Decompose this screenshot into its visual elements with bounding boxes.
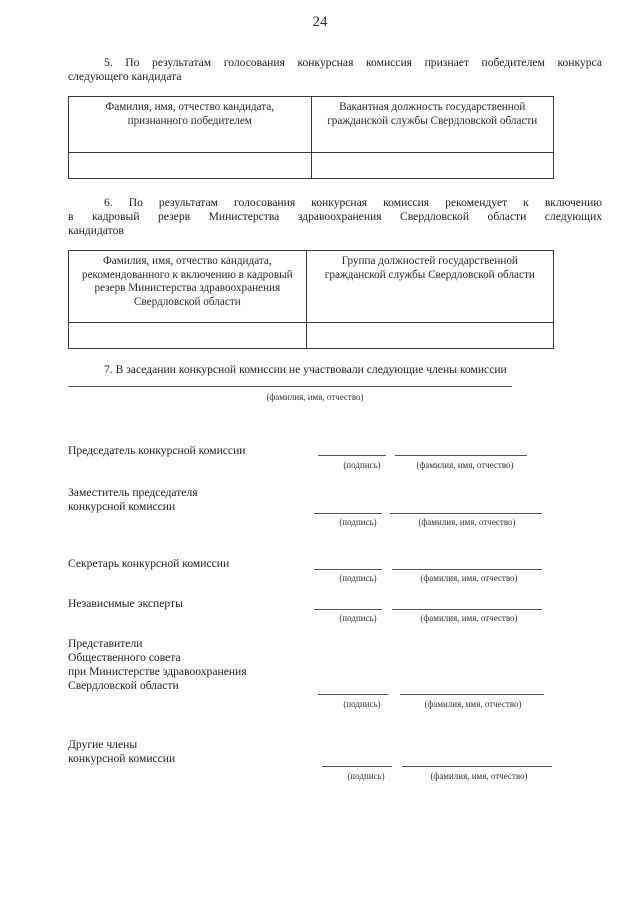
- section-5-text: 5. По результатам голосования конкурсная комиссия признает победителем конкурса: [104, 56, 602, 69]
- chairman-name-line[interactable]: [395, 455, 527, 456]
- council-signature-line[interactable]: [318, 694, 388, 695]
- section-7-text: 7. В заседании конкурсной комиссии не участвовали следующие члены комиссии: [104, 363, 507, 376]
- deputy-signature-caption: (подпись): [339, 517, 377, 527]
- deputy-signature-line[interactable]: [314, 513, 382, 514]
- chairman-signature-line[interactable]: [318, 455, 386, 456]
- reserve-table-cell-name[interactable]: [69, 323, 307, 349]
- reserve-table-cell-group[interactable]: [306, 323, 553, 349]
- secretary-signature-line[interactable]: [314, 569, 382, 570]
- secretary-name-caption: (фамилия, имя, отчество): [420, 573, 518, 583]
- section-5-text-cont: следующего кандидата: [68, 70, 182, 83]
- council-signature-caption: (подпись): [343, 699, 381, 709]
- reserve-table-header-group: Группа должностей государственной гражданской службы Свердловской области: [306, 251, 553, 323]
- other-name-caption: (фамилия, имя, отчество): [430, 771, 528, 781]
- winner-table-cell-position[interactable]: [311, 153, 554, 179]
- experts-name-caption: (фамилия, имя, отчество): [420, 613, 518, 623]
- section-6-text-line2: в кадровый резерв Министерства здравоохранения Свердловской области следующих: [68, 210, 602, 223]
- role-secretary: Секретарь конкурсной комиссии: [68, 557, 230, 570]
- secretary-signature-caption: (подпись): [339, 573, 377, 583]
- experts-name-line[interactable]: [392, 609, 542, 610]
- role-chairman: Председатель конкурсной комиссии: [68, 444, 246, 457]
- role-public-council-representatives: Представители Общественного совета при Министерстве здравоохранения Свердловской области: [68, 637, 247, 692]
- deputy-name-caption: (фамилия, имя, отчество): [418, 517, 516, 527]
- chairman-name-caption: (фамилия, имя, отчество): [416, 460, 514, 470]
- experts-signature-line[interactable]: [314, 609, 382, 610]
- council-name-line[interactable]: [400, 694, 544, 695]
- chairman-signature-caption: (подпись): [343, 460, 381, 470]
- other-signature-caption: (подпись): [347, 771, 385, 781]
- winner-table-cell-name[interactable]: [69, 153, 312, 179]
- deputy-name-line[interactable]: [390, 513, 542, 514]
- council-name-caption: (фамилия, имя, отчество): [424, 699, 522, 709]
- winner-table-header-position: Вакантная должность государственной гражданской службы Свердловской области: [311, 97, 554, 153]
- role-deputy-chairman: Заместитель председателя конкурсной комиссии: [68, 486, 198, 513]
- section-6-text-cont: кандидатов: [68, 224, 124, 237]
- absent-members-caption: (фамилия, имя, отчество): [266, 392, 364, 402]
- experts-signature-caption: (подпись): [339, 613, 377, 623]
- section-6-text: 6. По результатам голосования конкурсная комиссия рекомендует к включению: [104, 196, 602, 209]
- winner-table: [68, 96, 554, 179]
- page-number: 24: [312, 14, 328, 30]
- role-other-members: Другие члены конкурсной комиссии: [68, 738, 176, 765]
- winner-table-header-name: Фамилия, имя, отчество кандидата, признанного победителем: [69, 97, 312, 153]
- secretary-name-line[interactable]: [392, 569, 542, 570]
- other-name-line[interactable]: [402, 766, 552, 767]
- absent-members-line[interactable]: [68, 386, 512, 387]
- role-independent-experts: Независимые эксперты: [68, 597, 183, 610]
- reserve-table-header-name: Фамилия, имя, отчество кандидата, рекомендованного к включению в кадровый резерв Министерства здравоохранения Свердловской области: [69, 251, 307, 323]
- reserve-table: [68, 250, 554, 349]
- other-signature-line[interactable]: [322, 766, 392, 767]
